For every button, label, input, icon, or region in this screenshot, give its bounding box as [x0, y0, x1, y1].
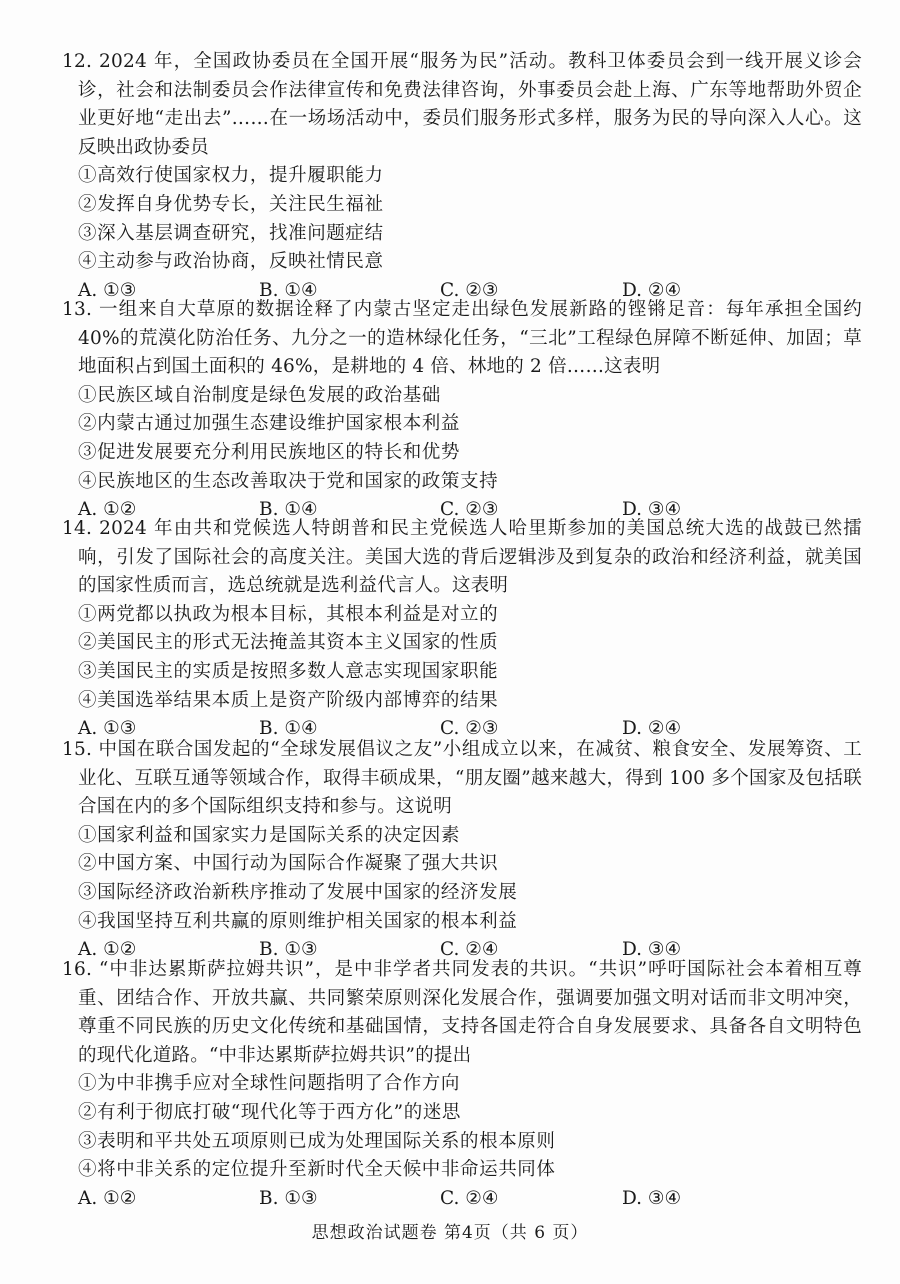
option-c[interactable]: C. ②④ — [440, 939, 499, 961]
statement-1: ①两党都以执政为根本目标，其根本利益是对立的 — [78, 603, 499, 625]
question-12 — [62, 48, 862, 305]
option-d[interactable]: D. ③④ — [622, 499, 682, 521]
option-a[interactable]: A. ①③ — [78, 279, 137, 301]
question-stem: 15. 中国在联合国发起的“全球发展倡议之友”小组成立以来，在减贫、粮食安全、发展筹资、工业化、互联互通等领域合作，取得丰硕成果，“朋友圈”越来越大，得到 100 多个国家及包括联合国在内的多个国际组织支持和参与。这说明 — [62, 739, 862, 818]
option-a[interactable]: A. ①② — [78, 939, 137, 961]
statement-1: ①高效行使国家权力，提升履职能力 — [78, 165, 384, 187]
statement-4: ④美国选举结果本质上是资产阶级内部博弈的结果 — [78, 689, 499, 711]
statement-2: ②有利于彻底打破“现代化等于西方化”的迷思 — [78, 1101, 462, 1123]
option-c[interactable]: C. ②③ — [440, 499, 499, 521]
statement-1: ①为中非携手应对全球性问题指明了合作方向 — [78, 1073, 461, 1095]
question-13 — [62, 296, 862, 525]
option-b[interactable]: B. ①④ — [259, 499, 318, 521]
option-d[interactable]: D. ②④ — [622, 279, 682, 301]
option-c[interactable]: C. ②④ — [440, 1187, 499, 1209]
question-stem: 13. 一组来自大草原的数据诠释了内蒙古坚定走出绿色发展新路的铿锵足音：每年承担全国约 40%的荒漠化防治任务、九分之一的造林绿化任务，“三北”工程绿色屏障不断延伸、加固；草地面积占到国土面积的 46%，是耕地的 4 倍、林地的 2 倍……这表明 — [62, 299, 862, 378]
option-a[interactable]: A. ①② — [78, 499, 137, 521]
statement-4: ④我国坚持互利共赢的原则维护相关国家的根本利益 — [78, 910, 518, 932]
statement-3: ③深入基层调查研究，找准问题症结 — [78, 222, 384, 244]
statement-2: ②发挥自身优势专长，关注民生福祉 — [78, 193, 384, 215]
statement-4: ④主动参与政治协商，反映社情民意 — [78, 251, 384, 273]
page-footer: 思想政治试题卷 第4页（共 6 页） — [311, 1223, 589, 1243]
statement-3: ③表明和平共处五项原则已成为处理国际关系的根本原则 — [78, 1130, 556, 1152]
option-d[interactable]: D. ②④ — [622, 718, 682, 740]
option-d[interactable]: D. ③④ — [622, 939, 682, 961]
option-b[interactable]: B. ①③ — [259, 939, 318, 961]
statement-2: ②美国民主的形式无法掩盖其资本主义国家的性质 — [78, 632, 499, 654]
statement-3: ③促进发展要充分利用民族地区的特长和优势 — [78, 441, 461, 463]
statement-2: ②内蒙古通过加强生态建设维护国家根本利益 — [78, 413, 461, 435]
option-b[interactable]: B. ①④ — [259, 279, 318, 301]
option-b[interactable]: B. ①③ — [259, 1187, 318, 1209]
question-stem: 12. 2024 年，全国政协委员在全国开展“服务为民”活动。教科卫体委员会到一线开展义诊会诊，社会和法制委员会作法律宣传和免费法律咨询，外事委员会赴上海、广东等地帮助外贸企业更好地“走出去”……在一场场活动中，委员们服务形式多样，服务为民的导向深入人心。这反映出政协委员 — [62, 51, 862, 158]
statement-1: ①民族区域自治制度是绿色发展的政治基础 — [78, 384, 441, 406]
statement-3: ③国际经济政治新秩序推动了发展中国家的经济发展 — [78, 881, 518, 903]
option-a[interactable]: A. ①② — [78, 1187, 137, 1209]
question-stem: 16. “中非达累斯萨拉姆共识”，是中非学者共同发表的共识。“共识”呼吁国际社会本着相互尊重、团结合作、开放共赢、共同繁荣原则深化发展合作，强调要加强文明对话而非文明冲突，尊重不同民族的历史文化传统和基础国情，支持各国走符合自身发展要求、具备各自文明特色的现代化道路。“中非达累斯萨拉姆共识”的提出 — [62, 959, 862, 1066]
question-stem: 14. 2024 年由共和党候选人特朗普和民主党候选人哈里斯参加的美国总统大选的战鼓已然擂响，引发了国际社会的高度关注。美国大选的背后逻辑涉及到复杂的政治和经济利益，就美国的国家性质而言，选总统就是选利益代言人。这表明 — [62, 518, 862, 597]
statement-2: ②中国方案、中国行动为国际合作凝聚了强大共识 — [78, 853, 499, 875]
statement-4: ④将中非关系的定位提升至新时代全天候中非命运共同体 — [78, 1159, 556, 1181]
statement-3: ③美国民主的实质是按照多数人意志实现国家职能 — [78, 660, 499, 682]
statement-1: ①国家利益和国家实力是国际关系的决定因素 — [78, 824, 461, 846]
option-b[interactable]: B. ①④ — [259, 718, 318, 740]
question-14 — [62, 515, 862, 744]
statement-4: ④民族地区的生态改善取决于党和国家的政策支持 — [78, 470, 499, 492]
option-d[interactable]: D. ③④ — [622, 1187, 682, 1209]
option-c[interactable]: C. ②③ — [440, 279, 499, 301]
option-c[interactable]: C. ②③ — [440, 718, 499, 740]
question-15 — [62, 736, 862, 965]
answer-options — [78, 1185, 862, 1214]
question-16 — [62, 956, 862, 1213]
option-a[interactable]: A. ①③ — [78, 718, 137, 740]
